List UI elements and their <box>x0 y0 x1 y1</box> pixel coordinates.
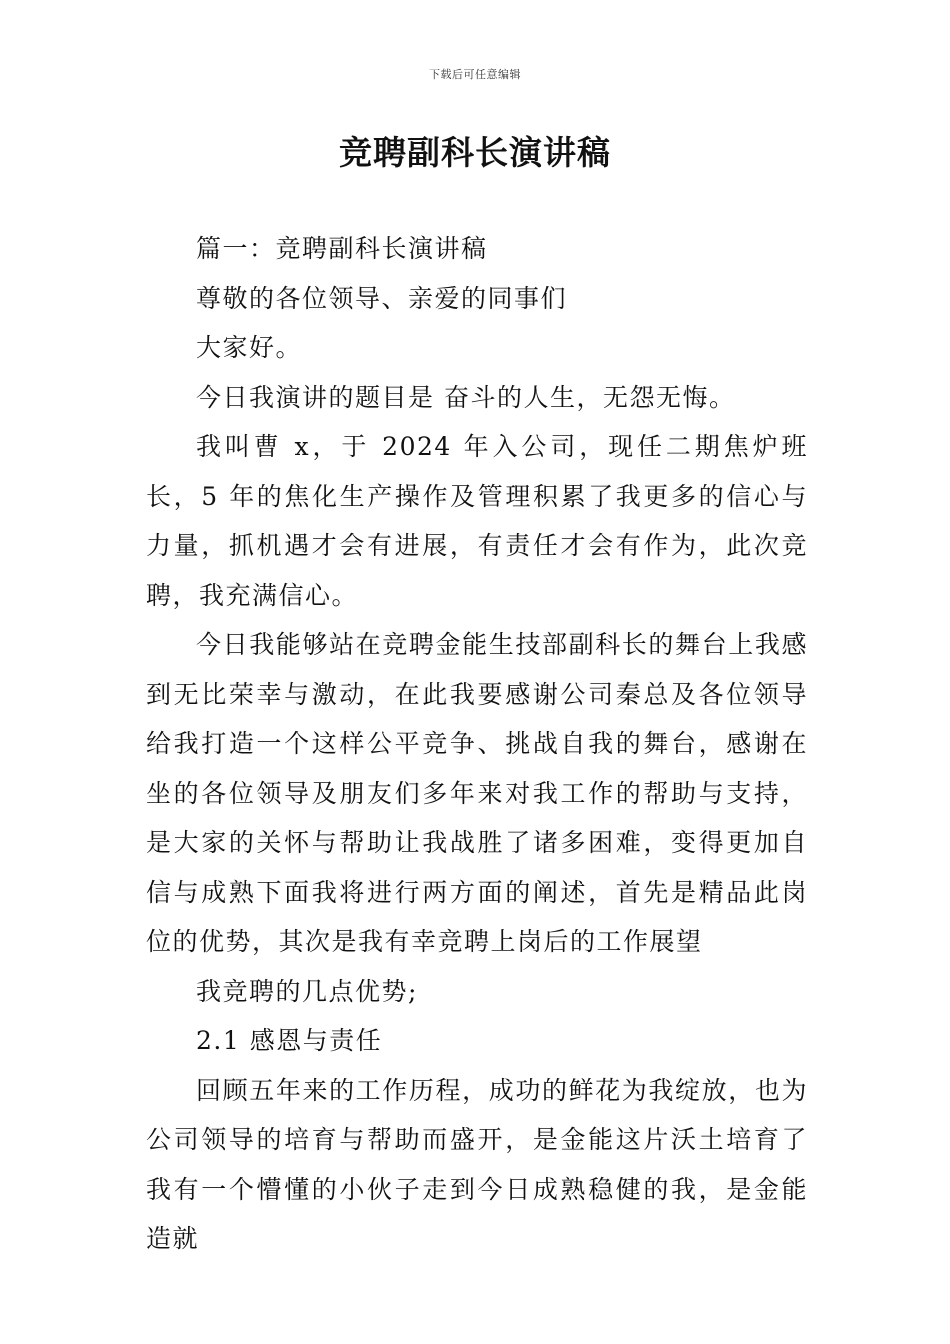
document-body <box>146 224 808 1264</box>
section-heading: 篇一：竞聘副科长演讲稿 <box>196 234 488 263</box>
greeting: 大家好。 <box>196 333 303 362</box>
advantages-heading: 我竞聘的几点优势; <box>196 976 418 1006</box>
speech-topic: 今日我演讲的题目是 奋斗的人生，无怨无悔。 <box>196 382 736 412</box>
header-note: 下载后可任意编辑 <box>429 68 521 81</box>
paragraph-introduction: 我叫曹 x，于 2024 年入公司，现任二期焦炉班长，5 年的焦化生产操作及管理积累了我更多的信心与力量，抓机遇才会有进展，有责任才会有作为，此次竞聘，我充满信心。 <box>146 432 808 610</box>
paragraph-review: 回顾五年来的工作历程，成功的鲜花为我绽放，也为公司领导的培育与帮助而盛开，是金能这片沃土培育了我有一个懵懂的小伙子走到今日成熟稳健的我，是金能造就 <box>146 1075 808 1253</box>
subsection-heading: 2.1 感恩与责任 <box>196 1026 383 1055</box>
document-title: 竞聘副科长演讲稿 <box>339 133 611 172</box>
paragraph-gratitude: 今日我能够站在竞聘金能生技部副科长的舞台上我感到无比荣幸与激动，在此我要感谢公司秦总及各位领导给我打造一个这样公平竞争、挑战自我的舞台，感谢在坐的各位领导及朋友们多年来对我工作的帮助与支持，是大家的关怀与帮助让我战胜了诸多困难，变得更加自信与成熟下面我将进行两方面的阐述，首先是精品此岗位的优势，其次是我有幸竞聘上岗后的工作展望 <box>146 630 808 956</box>
salutation: 尊敬的各位领导、亲爱的同事们 <box>196 283 568 313</box>
